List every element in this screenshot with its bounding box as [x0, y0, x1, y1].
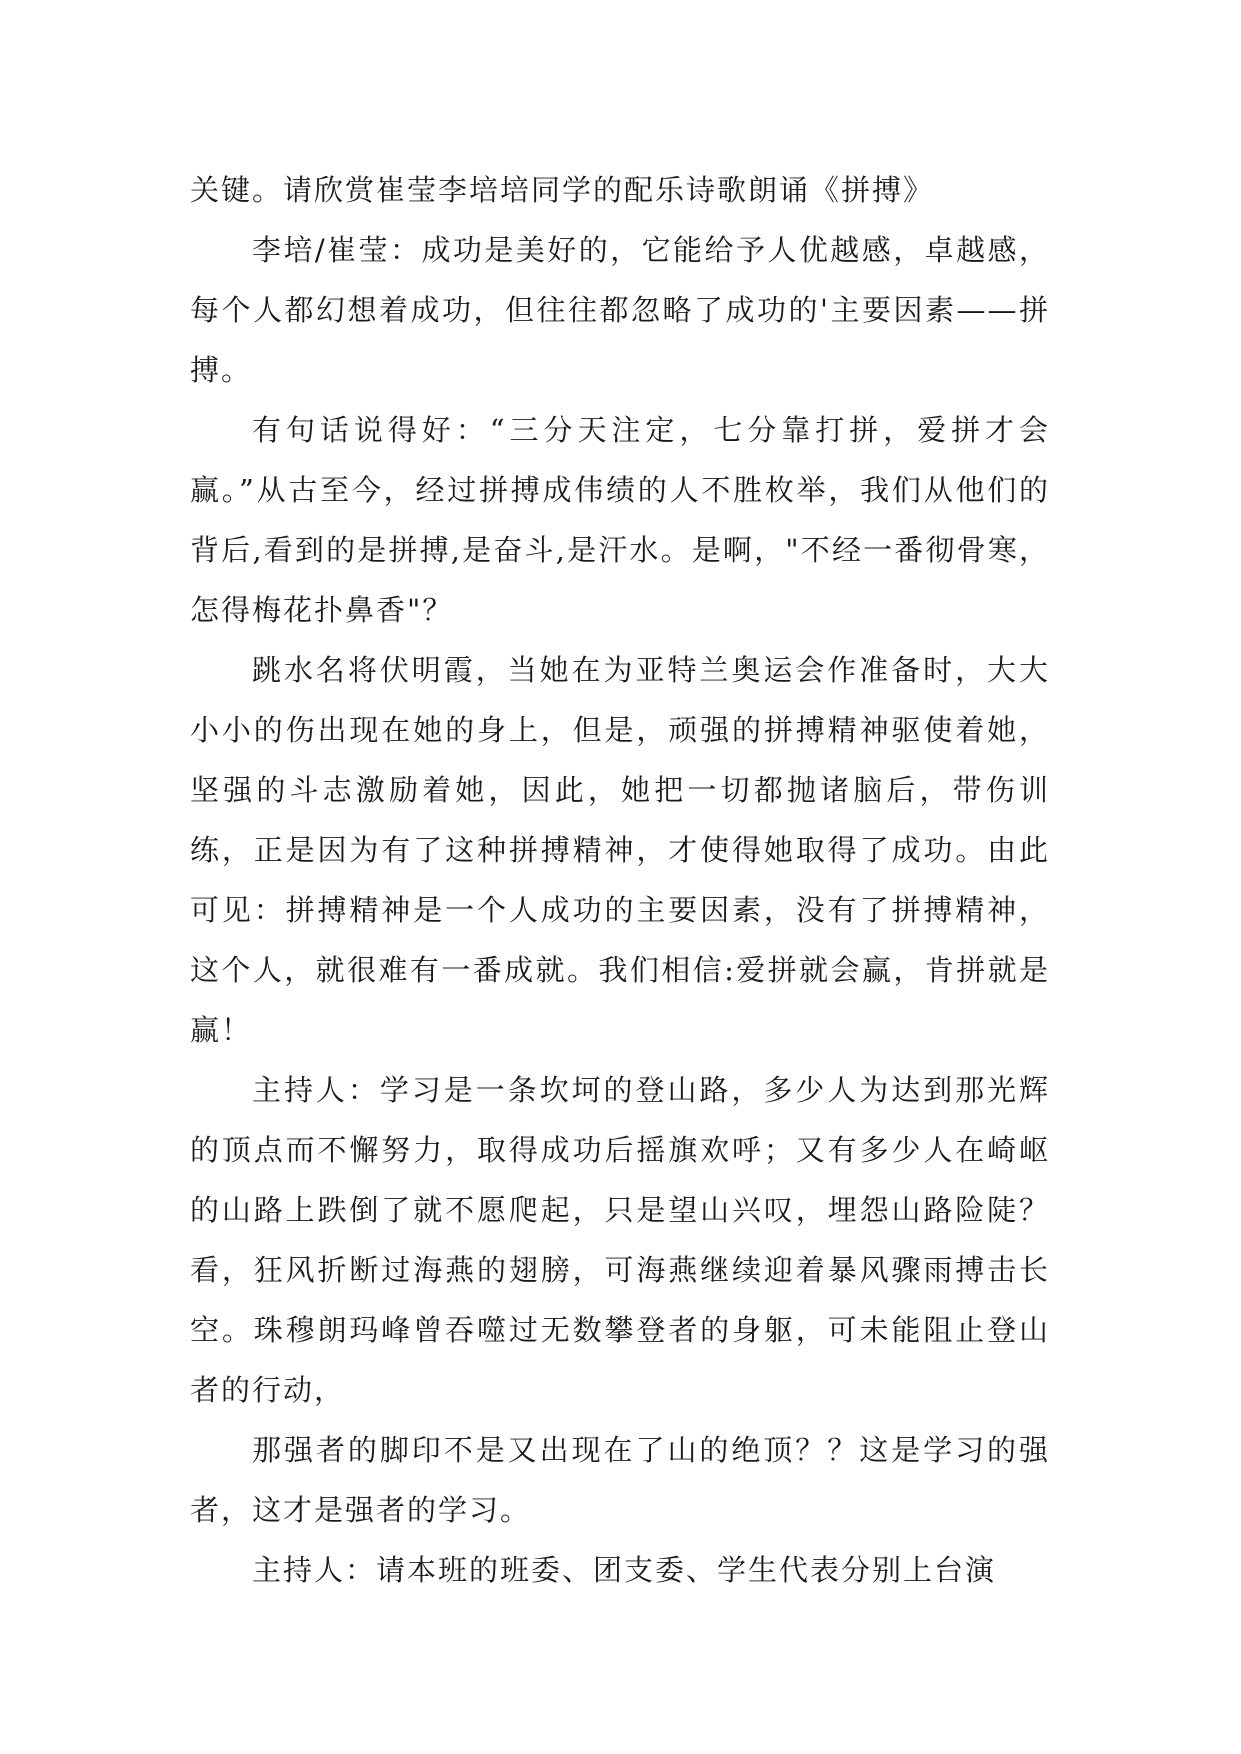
paragraph-4: 跳水名将伏明霞，当她在为亚特兰奥运会作准备时，大大小小的伤出现在她的身上，但是，顽强的拼搏精神驱使着她，坚强的斗志激励着她，因此，她把一切都抛诸脑后，带伤训练，正是因为有了这种拼搏精神，才使得她取得了成功。由此可见：拼搏精神是一个人成功的主要因素，没有了拼搏精神，这个人，就很难有一番成就。我们相信:爱拼就会赢，肯拼就是赢！ [190, 653, 1050, 1047]
paragraph-7: 主持人：请本班的班委、团支委、学生代表分别上台演 [252, 1553, 997, 1587]
paragraph-5: 主持人：学习是一条坎坷的登山路，多少人为达到那光辉的顶点而不懈努力，取得成功后摇旗欢呼；又有多少人在崎岖的山路上跌倒了就不愿爬起，只是望山兴叹，埋怨山路险陡？看，狂风折断过海燕的翅膀，可海燕继续迎着暴风骤雨搏击长空。珠穆朗玛峰曾吞噬过无数攀登者的身躯，可未能阻止登山者的行动， [190, 1073, 1050, 1407]
paragraph-6: 那强者的脚印不是又出现在了山的绝顶？？这是学习的强者，这才是强者的学习。 [190, 1433, 1050, 1527]
paragraph-1: 关键。请欣赏崔莹李培培同学的配乐诗歌朗诵《拼搏》 [190, 173, 935, 207]
paragraph-3: 有句话说得好：“三分天注定，七分靠打拼，爱拼才会赢。”从古至今，经过拼搏成伟绩的人不胜枚举，我们从他们的背后,看到的是拼搏,是奋斗,是汗水。是啊，"不经一番彻骨寒，怎得梅花扑鼻香"？ [190, 413, 1050, 627]
document-page [190, 160, 1050, 1720]
paragraph-2: 李培/崔莹：成功是美好的，它能给予人优越感，卓越感，每个人都幻想着成功，但往往都忽略了成功的'主要因素——拼搏。 [190, 233, 1050, 387]
